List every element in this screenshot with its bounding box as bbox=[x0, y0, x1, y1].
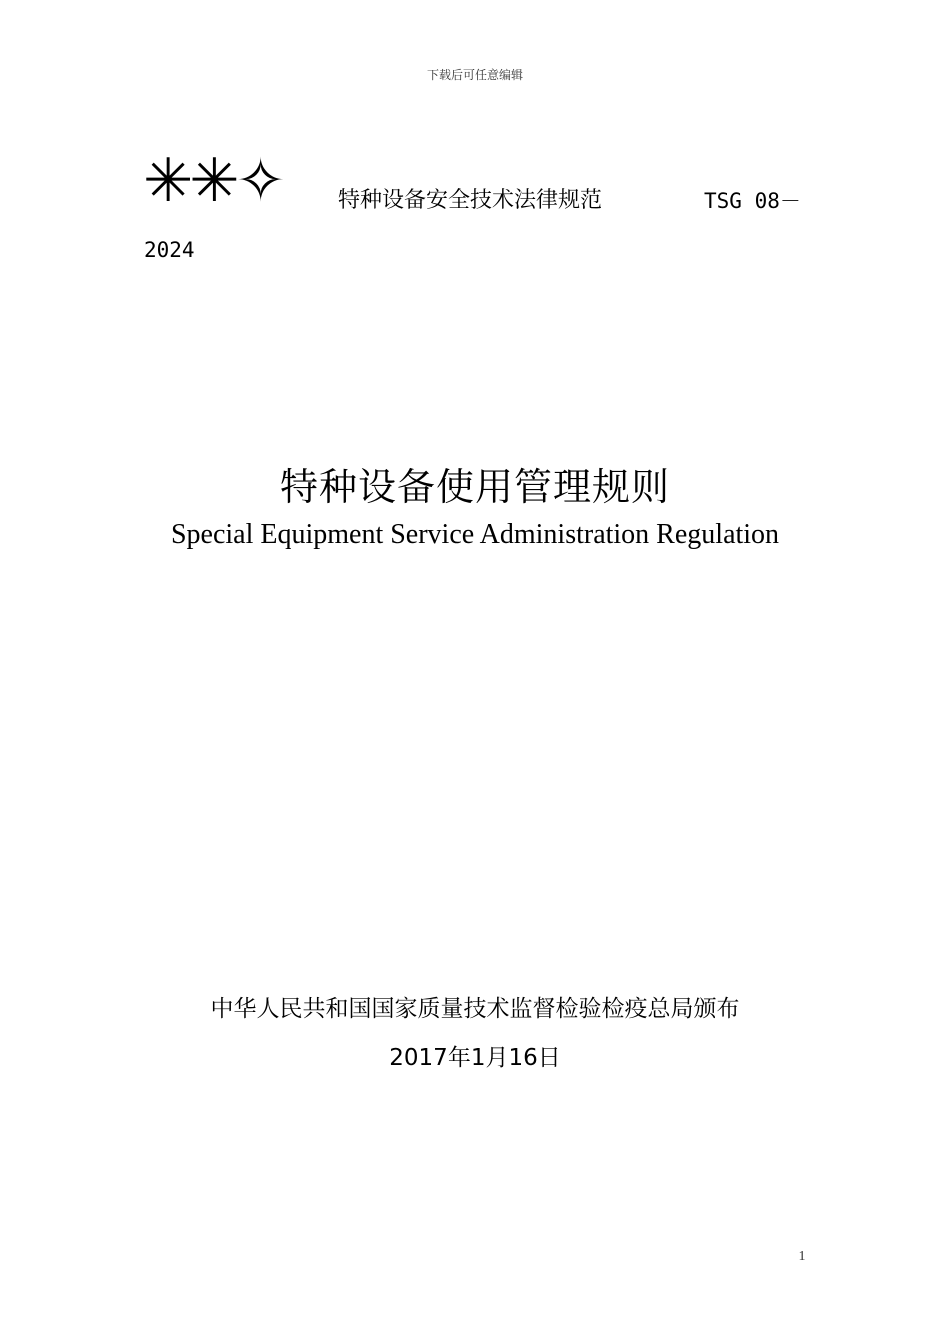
issuer: 中华人民共和国国家质量技术监督检验检疫总局颁布 bbox=[210, 996, 740, 1022]
spec-year: 2024 bbox=[144, 238, 195, 262]
decorative-symbols-icon: ✳✳✧ bbox=[143, 146, 282, 216]
spec-title: 特种设备安全技术法律规范 bbox=[338, 188, 603, 213]
spec-code: TSG 08－ bbox=[704, 189, 801, 213]
page-number: 1 bbox=[798, 1249, 806, 1264]
document-title: 特种设备使用管理规则 bbox=[279, 465, 670, 509]
document-subtitle: Special Equipment Service Administration Regulation bbox=[170, 519, 780, 550]
issue-date: 2017年1月16日 bbox=[389, 1045, 561, 1071]
header-note: 下载后可任意编辑 bbox=[426, 68, 523, 82]
